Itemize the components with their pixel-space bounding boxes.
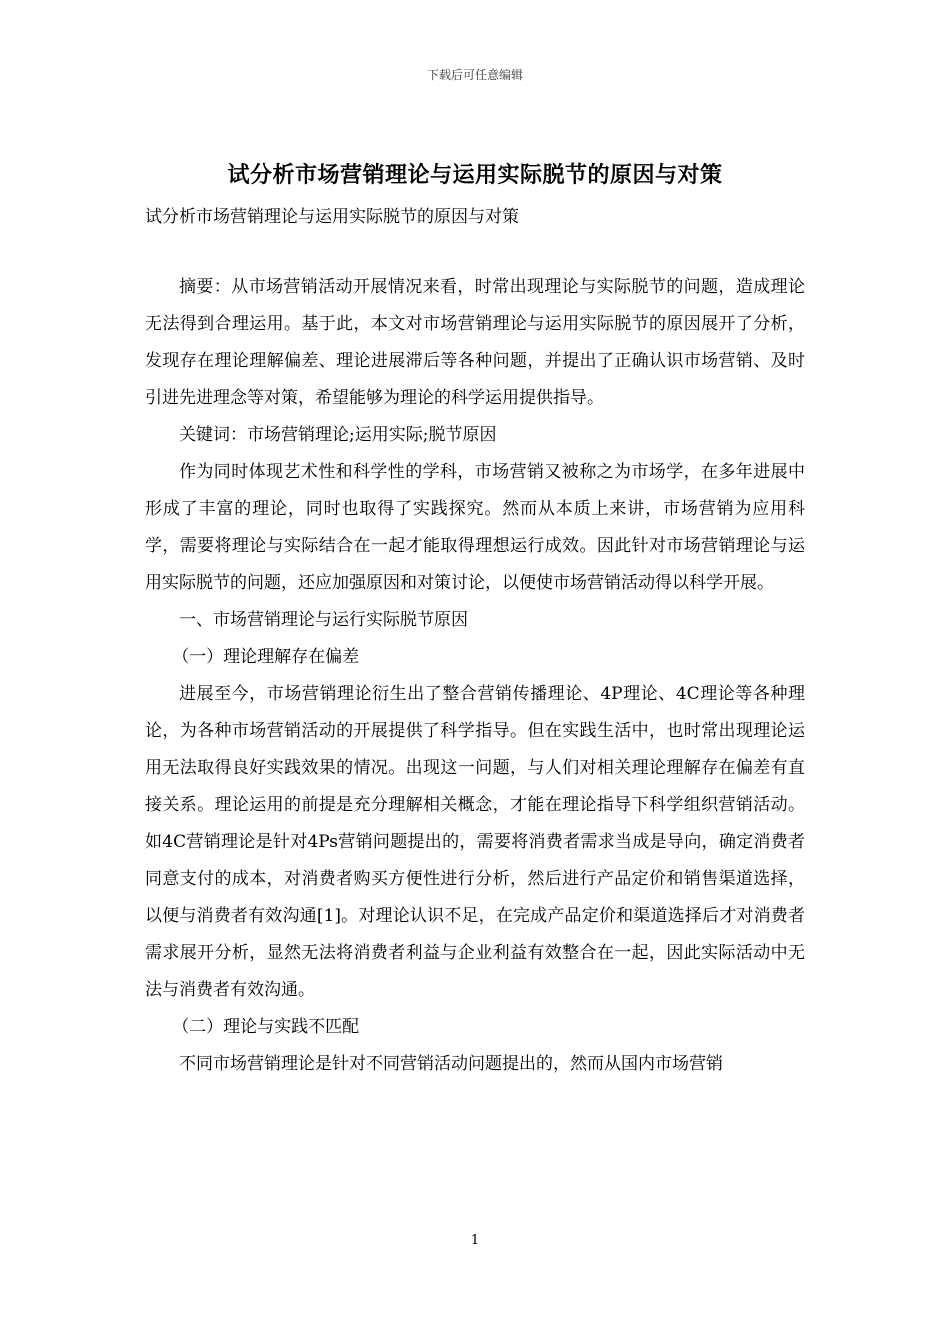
page-number: 1: [470, 1233, 480, 1248]
subsection-heading-1: （一）理论理解存在偏差: [172, 647, 360, 667]
subsection-heading-2: （二）理论与实践不匹配: [172, 1017, 360, 1037]
abstract-paragraph: 摘要：从市场营销活动开展情况来看，时常出现理论与实际脱节的问题，造成理论无法得到合理运用。基于此，本文对市场营销理论与运用实际脱节的原因展开了分析，发现存在理论理解偏差、理论进展滞后等各种问题，并提出了正确认识市场营销、及时引进先进理念等对策，希望能够为理论的科学运用提供指导。: [145, 277, 805, 408]
document-title: 试分析市场营销理论与运用实际脱节的原因与对策: [227, 162, 723, 188]
section-heading-1: 一、市场营销理论与运行实际脱节原因: [179, 610, 468, 630]
body-content: [145, 269, 805, 1083]
page-header-note: 下载后可任意编辑: [426, 68, 523, 82]
document-subtitle: 试分析市场营销理论与运用实际脱节的原因与对策: [145, 207, 519, 227]
intro-paragraph: 作为同时体现艺术性和科学性的学科，市场营销又被称之为市场学，在多年进展中形成了丰富的理论，同时也取得了实践探究。然而从本质上来讲，市场营销为应用科学，需要将理论与实际结合在一起才能取得理想运行成效。因此针对市场营销理论与运用实际脱节的问题，还应加强原因和对策讨论，以便使市场营销活动得以科学开展。: [145, 462, 805, 593]
body-paragraph-2: 不同市场营销理论是针对不同营销活动问题提出的，然而从国内市场营销: [179, 1054, 723, 1074]
keywords-line: 关键词：市场营销理论;运用实际;脱节原因: [179, 425, 497, 445]
body-paragraph-1: 进展至今，市场营销理论衍生出了整合营销传播理论、4P理论、4C理论等各种理论，为各种市场营销活动的开展提供了科学指导。但在实践生活中，也时常出现理论运用无法取得良好实践效果的情况。出现这一问题，与人们对相关理论理解存在偏差有直接关系。理论运用的前提是充分理解相关概念，才能在理论指导下科学组织营销活动。如4C营销理论是针对4Ps营销问题提出的，需要将消费者需求当成是导向，确定消费者同意支付的成本，对消费者购买方便性进行分析，然后进行产品定价和销售渠道选择，以便与消费者有效沟通[1]。对理论认识不足，在完成产品定价和渠道选择后才对消费者需求展开分析，显然无法将消费者利益与企业利益有效整合在一起，因此实际活动中无法与消费者有效沟通。: [145, 684, 805, 1000]
